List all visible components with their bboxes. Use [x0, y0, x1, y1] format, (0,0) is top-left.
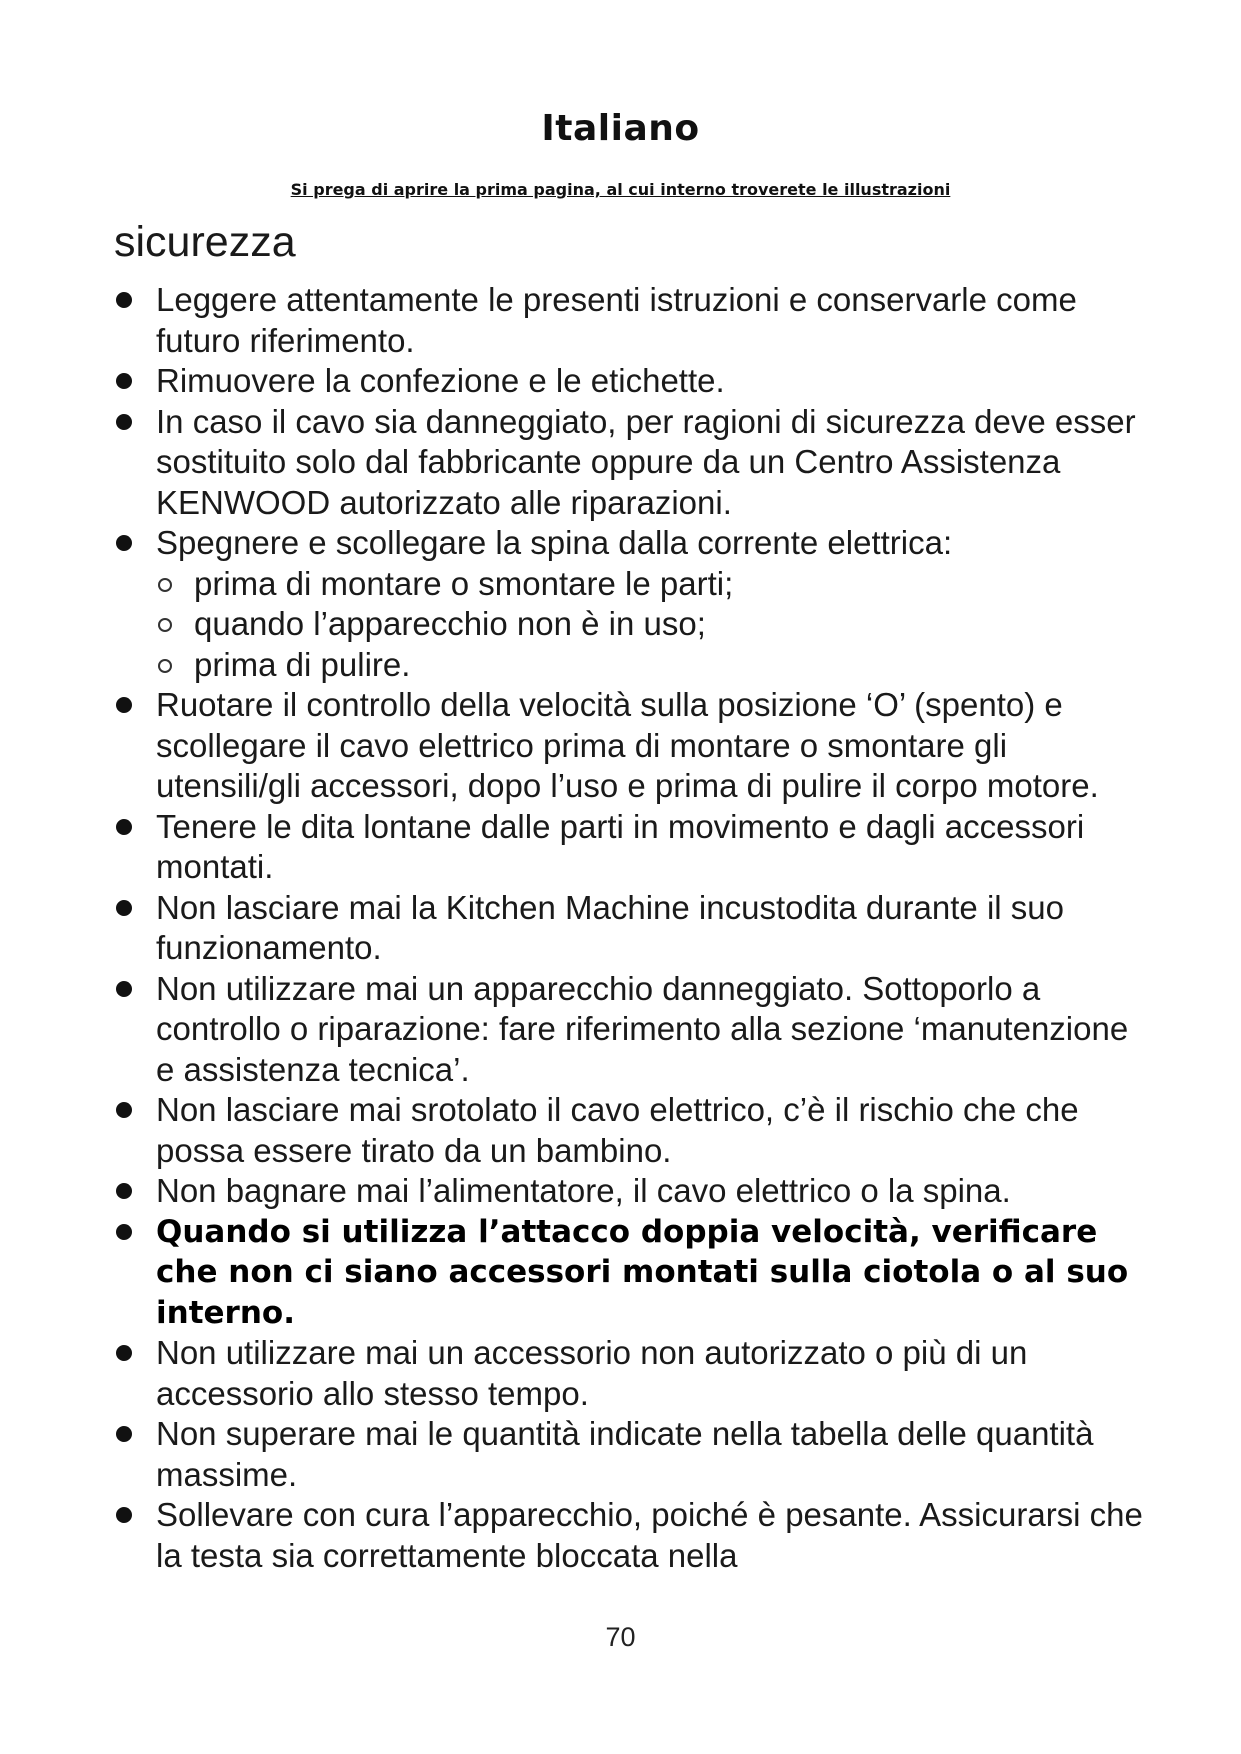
list-item-text: Non lasciare mai la Kitchen Machine incustodita durante il suo funzionamento. [156, 888, 1064, 966]
page-number: 70 [605, 1622, 636, 1652]
list-item-text: Quando si utilizza l’attacco doppia velocità, verificare che non ci siano accessori montati sulla ciotola o al suo interno. [156, 1213, 1129, 1331]
list-item [114, 685, 1154, 807]
bullet-icon [116, 981, 132, 997]
list-item-text: Rimuovere la confezione e le etichette. [156, 362, 725, 399]
hollow-bullet-icon [158, 618, 172, 632]
bullet-icon [116, 414, 132, 430]
bullet-icon [116, 1345, 132, 1361]
bullet-icon [116, 819, 132, 835]
page-title: Italiano [541, 108, 700, 149]
list-item-text: Non superare mai le quantità indicate nella tabella delle quantità massime. [156, 1415, 1094, 1493]
list-item-text: Non lasciare mai srotolato il cavo elettrico, c’è il rischio che che possa essere tirato da un bambino. [156, 1091, 1079, 1169]
list-item-text: Spegnere e scollegare la spina dalla corrente elettrica: [156, 524, 953, 561]
list-item [114, 888, 1154, 969]
bullet-icon [116, 292, 132, 308]
bullet-icon [116, 535, 132, 551]
list-item-text: Non bagnare mai l’alimentatore, il cavo elettrico o la spina. [156, 1172, 1011, 1209]
list-item [114, 402, 1154, 524]
list-item-text: Ruotare il controllo della velocità sulla posizione ‘O’ (spento) e scollegare il cavo elettrico prima di montare o smontare gli utensili/gli accessori, dopo l’uso e prima di pulire il corpo motore. [156, 686, 1099, 804]
list-item [114, 1414, 1154, 1495]
list-item [114, 1495, 1154, 1576]
bullet-icon [116, 373, 132, 389]
list-item-text: Non utilizzare mai un apparecchio danneggiato. Sottoporlo a controllo o riparazione: fare riferimento alla sezione ‘manutenzione e assistenza tecnica’. [156, 969, 1129, 1088]
section-title: sicurezza [114, 218, 296, 266]
bullet-icon [116, 900, 132, 916]
list-item [114, 523, 1154, 685]
bullet-icon [116, 1102, 132, 1118]
bullet-icon [116, 1426, 132, 1442]
list-item [114, 280, 1154, 361]
list-item [114, 1090, 1154, 1171]
sub-list [156, 564, 1154, 686]
list-item [114, 969, 1154, 1091]
bullet-icon [116, 697, 132, 713]
list-item [114, 1212, 1154, 1334]
sub-list-item-text: quando l’apparecchio non è in uso; [194, 605, 706, 642]
list-item-text: Sollevare con cura l’apparecchio, poiché è pesante. Assicurarsi che la testa sia correttamente bloccata nella [156, 1496, 1143, 1574]
sub-list-item [156, 604, 1154, 645]
list-item-text: Non utilizzare mai un accessorio non autorizzato o più di un accessorio allo stesso tempo. [156, 1334, 1028, 1412]
list-item-text: Tenere le dita lontane dalle parti in movimento e dagli accessori montati. [156, 807, 1085, 885]
page-subtitle: Si prega di aprire la prima pagina, al cui interno troverete le illustrazioni [290, 180, 951, 199]
sub-list-item [156, 645, 1154, 686]
list-item [114, 1171, 1154, 1212]
bullet-icon [116, 1183, 132, 1199]
safety-list [114, 280, 1154, 1576]
list-item [114, 807, 1154, 888]
hollow-bullet-icon [158, 659, 172, 673]
list-item-text: Leggere attentamente le presenti istruzioni e conservarle come futuro riferimento. [156, 281, 1077, 359]
sub-list-item [156, 564, 1154, 605]
list-item-text: In caso il cavo sia danneggiato, per ragioni di sicurezza deve esser sostituito solo dal fabbricante oppure da un Centro Assistenza KENWOOD autorizzato alle riparazioni. [156, 402, 1136, 521]
list-item [114, 1333, 1154, 1414]
hollow-bullet-icon [158, 578, 172, 592]
bullet-icon [116, 1224, 132, 1240]
bullet-icon [116, 1507, 132, 1523]
sub-list-item-text: prima di pulire. [194, 645, 411, 683]
list-item [114, 361, 1154, 402]
sub-list-item-text: prima di montare o smontare le parti; [194, 564, 734, 602]
